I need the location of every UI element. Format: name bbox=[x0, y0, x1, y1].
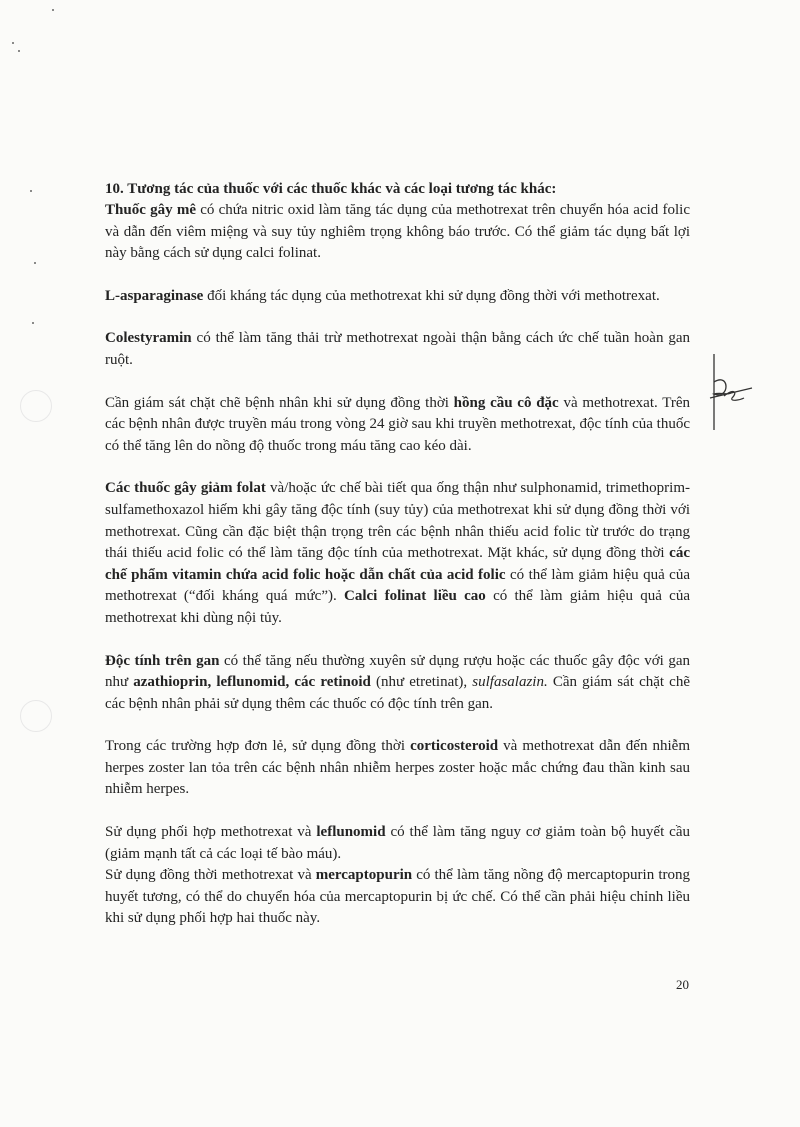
scan-speck bbox=[34, 262, 36, 264]
paragraph-text: Sử dụng phối hợp methotrexat và bbox=[105, 824, 317, 841]
scan-speck bbox=[52, 9, 54, 11]
paragraph-packed-red-cells bbox=[105, 393, 690, 458]
paragraph-colestyramin bbox=[105, 328, 690, 371]
paragraph-text: và methotrexat dẫn đến nhiễm herpes zoster lan tỏa trên các bệnh nhân nhiễm herpes zoster hoặc mắc chứng đau thần kinh sau nhiễm herpes. bbox=[105, 738, 690, 798]
paragraph-folate-reducers bbox=[105, 478, 690, 629]
drug-name: Độc tính trên gan bbox=[105, 652, 220, 669]
paragraph-corticosteroid bbox=[105, 736, 690, 801]
drug-name: Thuốc gây mê bbox=[105, 202, 196, 218]
drug-name: mercaptopurin bbox=[315, 867, 413, 884]
paragraph-text: có thể làm tăng thải trừ methotrexat ngoài thận bằng cách ức chế tuần hoàn gan ruột. bbox=[105, 330, 690, 368]
handwritten-initial-mark-icon bbox=[700, 352, 760, 432]
drug-name: corticosteroid bbox=[410, 738, 499, 755]
paragraph-anesthetics bbox=[105, 200, 690, 265]
drug-name: azathioprin, leflunomid, các retinoid bbox=[133, 674, 371, 691]
scan-speck bbox=[18, 50, 20, 52]
page-number: 20 bbox=[676, 977, 689, 992]
drug-name: Colestyramin bbox=[105, 330, 192, 347]
paragraph-text: Cần giám sát chặt chẽ các bệnh nhân phải sử dụng thêm các thuốc có độc tính trên gan. bbox=[105, 674, 690, 712]
paragraph-text: Sử dụng đồng thời methotrexat và bbox=[105, 867, 316, 884]
paragraph-text: có thể làm giảm hiệu quả của methotrexat khi dùng nội tủy. bbox=[105, 588, 690, 626]
paragraph-text: Cần giám sát chặt chẽ bệnh nhân khi sử dụng đồng thời bbox=[105, 394, 454, 411]
paragraph-mercaptopurin bbox=[105, 865, 690, 930]
paragraph-asparaginase bbox=[105, 286, 690, 308]
paragraph-leflunomid bbox=[105, 822, 690, 865]
drug-name: L-asparaginase bbox=[105, 287, 204, 304]
drug-name: các chế phẩm vitamin chứa acid folic hoặc dẫn chất của acid folic bbox=[105, 545, 690, 583]
paragraph-text: có thể làm tăng nồng độ mercaptopurin trong huyết tương, có thể do chuyển hóa của mercaptopurin bị ức chế. Có thể cần phải hiệu chỉnh liều khi sử dụng phối hợp hai thuốc này. bbox=[105, 867, 690, 927]
paragraph-text: có thể làm giảm hiệu quả của methotrexat (“đối kháng quá mức”). bbox=[105, 566, 690, 605]
drug-name: hồng cầu cô đặc bbox=[453, 394, 559, 411]
drug-name: Các thuốc gây giảm folat bbox=[105, 480, 266, 497]
paragraph-text: đối kháng tác dụng của methotrexat khi sử dụng đồng thời với methotrexat. bbox=[203, 287, 660, 304]
main-content bbox=[105, 178, 690, 930]
scan-speck bbox=[12, 42, 14, 44]
section-heading: 10. Tương tác của thuốc với các thuốc khác và các loại tương tác khác: bbox=[105, 181, 557, 197]
punch-hole-shadow bbox=[20, 700, 52, 732]
paragraph-text: Trong các trường hợp đơn lẻ, sử dụng đồng thời bbox=[105, 738, 411, 755]
paragraph-text: có thể tăng nếu thường xuyên sử dụng rượu hoặc các thuốc gây độc với gan như bbox=[105, 652, 690, 691]
paragraph-text: có chứa nitric oxid làm tăng tác dụng của methotrexat trên chuyển hóa acid folic và dẫn đến viêm miệng và suy tủy nghiêm trọng không báo trước. Có thể giảm tác dụng bất lợi này bằng cách sử dụng calci folinat. bbox=[105, 202, 690, 262]
scan-speck bbox=[30, 190, 32, 192]
paragraph-hepatotoxicity bbox=[105, 651, 690, 716]
drug-name-italic: sulfasalazin. bbox=[472, 674, 548, 691]
paragraph-text: có thể làm tăng nguy cơ giảm toàn bộ huyết cầu (giảm mạnh tất cả các loại tế bào máu). bbox=[105, 824, 690, 862]
scan-speck bbox=[32, 322, 34, 324]
punch-hole-shadow bbox=[20, 390, 52, 422]
drug-name: leflunomid bbox=[316, 824, 386, 841]
paragraph-text: (như etretinat), bbox=[370, 674, 473, 691]
paragraph-text: và/hoặc ức chế bài tiết qua ống thận như sulphonamid, trimethoprim-sulfamethoxazol hiếm khi gây tăng độc tính (suy tủy) của methotrexat khi sử dụng đồng thời với methotrexat. Cũng cần đặc biệt thận trọng trên các bệnh nhân thiếu acid folic từ trước do trạng thái thiếu acid folic có thể làm tăng độc tính của methotrexat. Mặt khác, sử dụng đồng thời bbox=[105, 480, 690, 562]
drug-name: Calci folinat liều cao bbox=[344, 588, 486, 605]
paragraph-text: và methotrexat. Trên các bệnh nhân được truyền máu trong vòng 24 giờ sau khi truyền methotrexat, độc tính của thuốc có thể tăng lên do nồng độ thuốc trong máu tăng cao kéo dài. bbox=[105, 394, 690, 454]
